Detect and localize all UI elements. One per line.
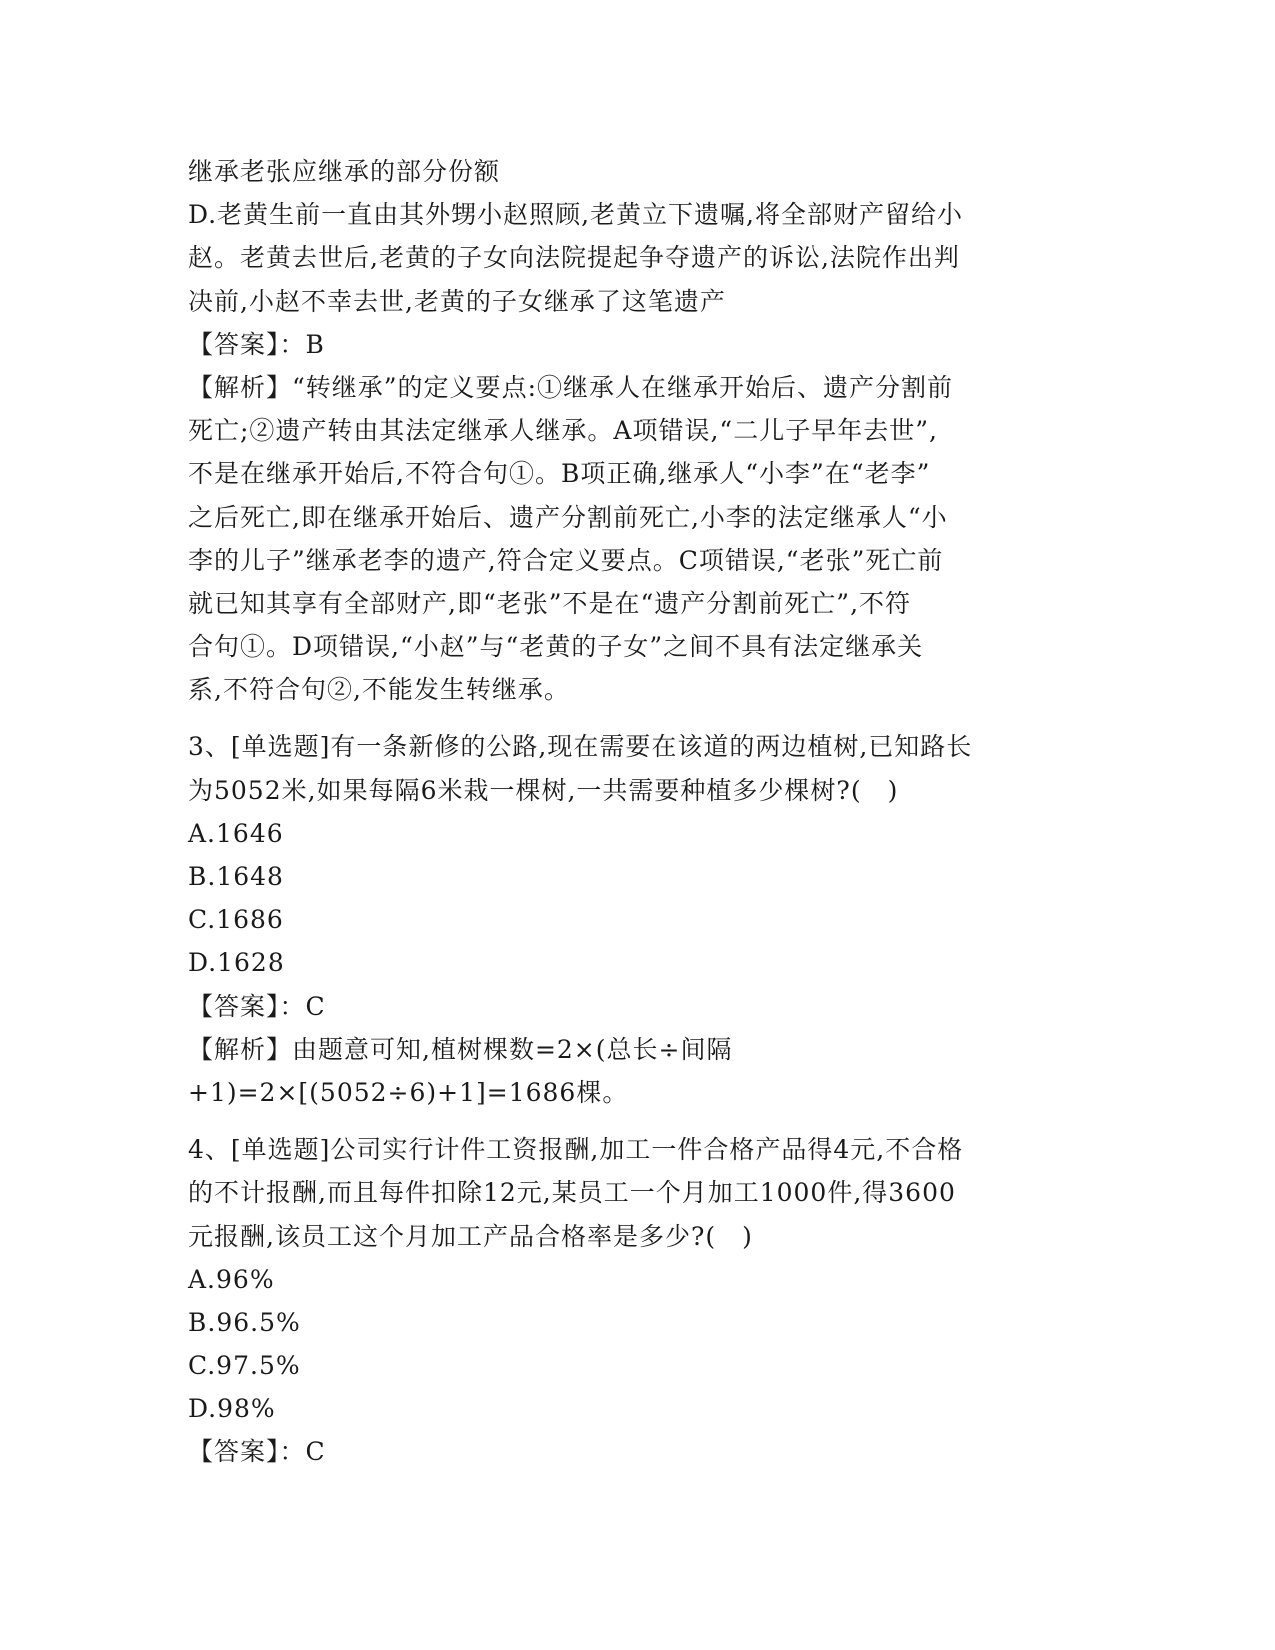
prev-option-c-tail: 继承老张应继承的部分份额: [188, 157, 501, 186]
page-content: [188, 150, 1088, 1474]
q4-option-a: A.96%: [188, 1264, 275, 1294]
q4-stem-line: 的不计报酬,而且每件扣除12元,某员工一个月加工1000件,得3600: [188, 1178, 956, 1208]
section-spacer: [188, 711, 1088, 725]
prev-analysis-line: 合句①。D项错误,“小赵”与“老黄的子女”之间不具有法定继承关: [188, 632, 924, 662]
q3-option-b: B.1648: [188, 862, 284, 891]
q4-stem-line: 元报酬,该员工这个月加工产品合格率是多少?( ): [188, 1221, 753, 1251]
q4-stem-line: 4、[单选题]公司实行计件工资报酬,加工一件合格产品得4元,不合格: [188, 1135, 964, 1165]
prev-analysis-line: 【解析】“转继承”的定义要点:①继承人在继承开始后、遗产分割前: [188, 372, 953, 402]
q4-option-c: C.97.5%: [188, 1351, 301, 1381]
prev-analysis-line: 死亡;②遗产转由其法定继承人继承。A项错误,“二儿子早年去世”,: [188, 416, 938, 446]
prev-option-d-line: D.老黄生前一直由其外甥小赵照顾,老黄立下遗嘱,将全部财产留给小: [188, 200, 963, 230]
prev-option-d-line: 决前,小赵不幸去世,老黄的子女继承了这笔遗产: [188, 286, 726, 316]
q4-option-b: B.96.5%: [188, 1307, 301, 1337]
prev-option-d-line: 赵。老黄去世后,老黄的子女向法院提起争夺遗产的诉讼,法院作出判: [188, 243, 960, 273]
q3-stem-line: 3、[单选题]有一条新修的公路,现在需要在该道的两边植树,已知路长: [188, 732, 973, 762]
q4-option-d: D.98%: [188, 1394, 276, 1424]
q3-option-a: A.1646: [188, 818, 284, 848]
q3-option-d: D.1628: [188, 948, 285, 978]
prev-analysis-line: 之后死亡,即在继承开始后、遗产分割前死亡,小李的法定继承人“小: [188, 502, 948, 532]
q3-analysis-line: 【解析】由题意可知,植树棵数=2×(总长÷间隔: [188, 1034, 733, 1064]
q4-answer: 【答案】：C: [188, 1437, 326, 1467]
prev-analysis-line: 就已知其享有全部财产,即“老张”不是在“遗产分割前死亡”,不符: [188, 588, 912, 618]
q3-analysis-line: +1)=2×[(5052÷6)+1]=1686棵。: [188, 1077, 629, 1107]
prev-analysis-line: 李的儿子”继承老李的遗产,符合定义要点。C项错误,“老张”死亡前: [188, 545, 944, 575]
prev-analysis-line: 不是在继承开始后,不符合句①。B项正确,继承人“小李”在“老李”: [188, 459, 931, 489]
q3-option-c: C.1686: [188, 905, 284, 935]
prev-analysis-line: 系,不符合句②,不能发生转继承。: [188, 675, 570, 705]
section-spacer: [188, 1114, 1088, 1128]
prev-answer: 【答案】：B: [188, 329, 325, 359]
q3-answer: 【答案】：C: [188, 991, 326, 1021]
q3-stem-line: 为5052米,如果每隔6米栽一棵树,一共需要种植多少棵树?( ): [188, 775, 899, 805]
